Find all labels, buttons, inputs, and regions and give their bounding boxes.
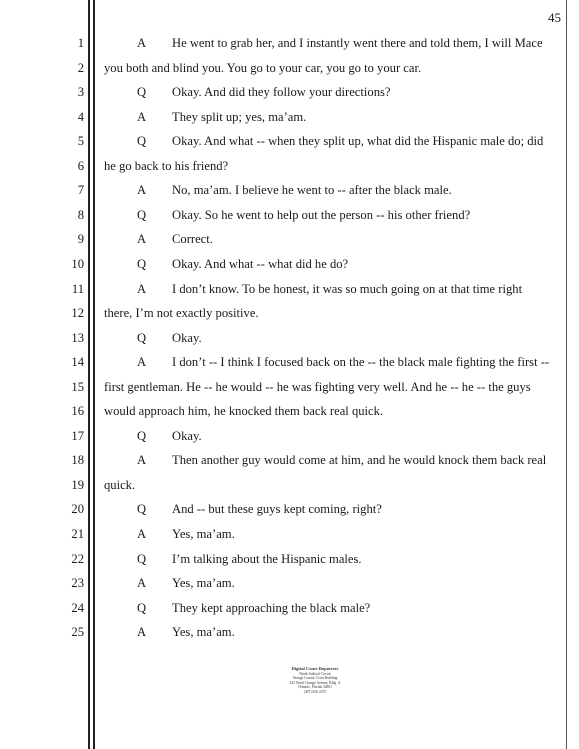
transcript-line: [0, 547, 579, 571]
transcript-line: [0, 522, 579, 546]
footer-line: Ninth Judicial Circuit: [299, 671, 331, 676]
testimony-text: Then another guy would come at him, and he would knock them back real: [172, 453, 547, 468]
line-number: 20: [71, 502, 84, 517]
transcript-line: [0, 129, 579, 153]
line-number: 18: [71, 453, 84, 468]
testimony-text: He went to grab her, and I instantly went there and told them, I will Mace: [172, 36, 543, 50]
testimony-text: Yes, ma’am.: [172, 527, 235, 541]
transcript-line: [0, 424, 579, 448]
line-number: 23: [71, 576, 84, 591]
line-number: 3: [77, 85, 84, 100]
testimony-text: quick.: [104, 477, 136, 492]
testimony-text: Yes, ma’am.: [172, 625, 235, 640]
transcript-line: [0, 227, 579, 251]
transcript-line: [0, 277, 579, 301]
testimony-text: you both and blind you. You go to your car, you go to your car.: [104, 60, 422, 75]
speaker-label: Q: [137, 207, 147, 222]
transcript-line: [0, 326, 579, 350]
transcript-line: [0, 31, 579, 55]
court-reporter-footer: [260, 667, 370, 695]
testimony-text: No, ma’am. I believe he went to -- after the black male.: [172, 183, 452, 198]
footer-line: Orlando, Florida 32801: [298, 685, 332, 690]
testimony-text: Okay. And did they follow your directions?: [172, 85, 391, 100]
transcript-line: [0, 399, 579, 423]
line-number: 10: [71, 256, 84, 271]
line-number: 2: [77, 60, 84, 75]
testimony-text: Yes, ma’am.: [172, 576, 235, 591]
testimony-text: I’m talking about the Hispanic males.: [172, 551, 362, 566]
line-number: 8: [77, 207, 84, 222]
speaker-label: A: [137, 109, 147, 124]
line-number: 22: [71, 551, 84, 566]
speaker-label: A: [137, 281, 147, 296]
line-number: 5: [77, 134, 84, 149]
line-number: 19: [71, 477, 84, 492]
speaker-label: A: [137, 453, 147, 468]
testimony-text: Okay. And what -- when they split up, what did the Hispanic male do; did: [172, 134, 544, 149]
testimony-text: Okay. So he went to help out the person -- his other friend?: [172, 207, 471, 222]
testimony-text: And -- but these guys kept coming, right?: [172, 502, 382, 517]
line-number: 17: [71, 428, 84, 443]
speaker-label: A: [137, 232, 147, 247]
line-number: 24: [71, 600, 84, 615]
footer-name: Digital Court Reporters: [291, 666, 339, 671]
line-number: 15: [71, 379, 84, 394]
line-number: 16: [71, 404, 84, 419]
line-number: 21: [71, 527, 84, 541]
speaker-label: Q: [137, 502, 147, 517]
transcript-line: [0, 350, 579, 374]
transcript-line: [0, 105, 579, 129]
transcript-line: [0, 80, 579, 104]
testimony-text: They kept approaching the black male?: [172, 600, 371, 615]
speaker-label: Q: [137, 256, 147, 271]
footer-line: Orange County Court Building: [292, 676, 338, 681]
transcript-line: [0, 571, 579, 595]
page-number: 45: [548, 10, 561, 25]
testimony-text: Okay. And what -- what did he do?: [172, 256, 349, 271]
transcript-line: [0, 56, 579, 80]
testimony-text: I don’t know. To be honest, it was so much going on at that time right: [172, 281, 523, 296]
speaker-label: A: [137, 527, 147, 541]
line-number: 14: [71, 355, 84, 370]
speaker-label: A: [137, 183, 147, 198]
speaker-label: A: [137, 625, 147, 640]
transcript-line: [0, 301, 579, 325]
speaker-label: A: [137, 36, 147, 50]
speaker-label: Q: [137, 134, 147, 149]
testimony-text: They split up; yes, ma’am.: [172, 109, 307, 124]
line-number: 11: [71, 281, 84, 296]
transcript-line: [0, 154, 579, 178]
line-number: 7: [77, 183, 84, 198]
line-number: 13: [71, 330, 84, 345]
speaker-label: Q: [137, 85, 147, 100]
line-number: 12: [71, 306, 84, 321]
transcript-line: [0, 178, 579, 202]
line-number: 25: [71, 625, 84, 640]
footer-line: 425 North Orange Avenue, Bldg. A: [289, 680, 341, 685]
transcript-line: [0, 375, 579, 399]
transcript-line: [0, 596, 579, 620]
testimony-text: Okay.: [172, 428, 202, 443]
speaker-label: Q: [137, 330, 147, 345]
line-number: 6: [77, 158, 84, 173]
testimony-text: I don’t -- I think I focused back on the -- the black male fighting the first --: [172, 355, 550, 370]
speaker-label: Q: [137, 428, 147, 443]
footer-line: (407) 836-2275: [303, 689, 327, 694]
line-number: 9: [77, 232, 84, 247]
testimony-text: he go back to his friend?: [104, 158, 229, 173]
testimony-text: Correct.: [172, 232, 213, 247]
transcript-line: [0, 448, 579, 472]
transcript-line: [0, 473, 579, 497]
transcript-line: [0, 252, 579, 276]
transcript-line: [0, 497, 579, 521]
transcript-line: [0, 620, 579, 644]
speaker-label: Q: [137, 551, 147, 566]
transcript-line: [0, 203, 579, 227]
testimony-text: Okay.: [172, 330, 202, 345]
speaker-label: A: [137, 576, 147, 591]
testimony-text: first gentleman. He -- he would -- he was fighting very well. And he -- he -- the guys: [104, 379, 531, 394]
speaker-label: Q: [137, 600, 147, 615]
testimony-text: would approach him, he knocked them back real quick.: [104, 404, 384, 419]
testimony-text: there, I’m not exactly positive.: [104, 306, 259, 321]
line-number: 1: [77, 36, 84, 50]
line-number: 4: [77, 109, 84, 124]
speaker-label: A: [137, 355, 147, 370]
